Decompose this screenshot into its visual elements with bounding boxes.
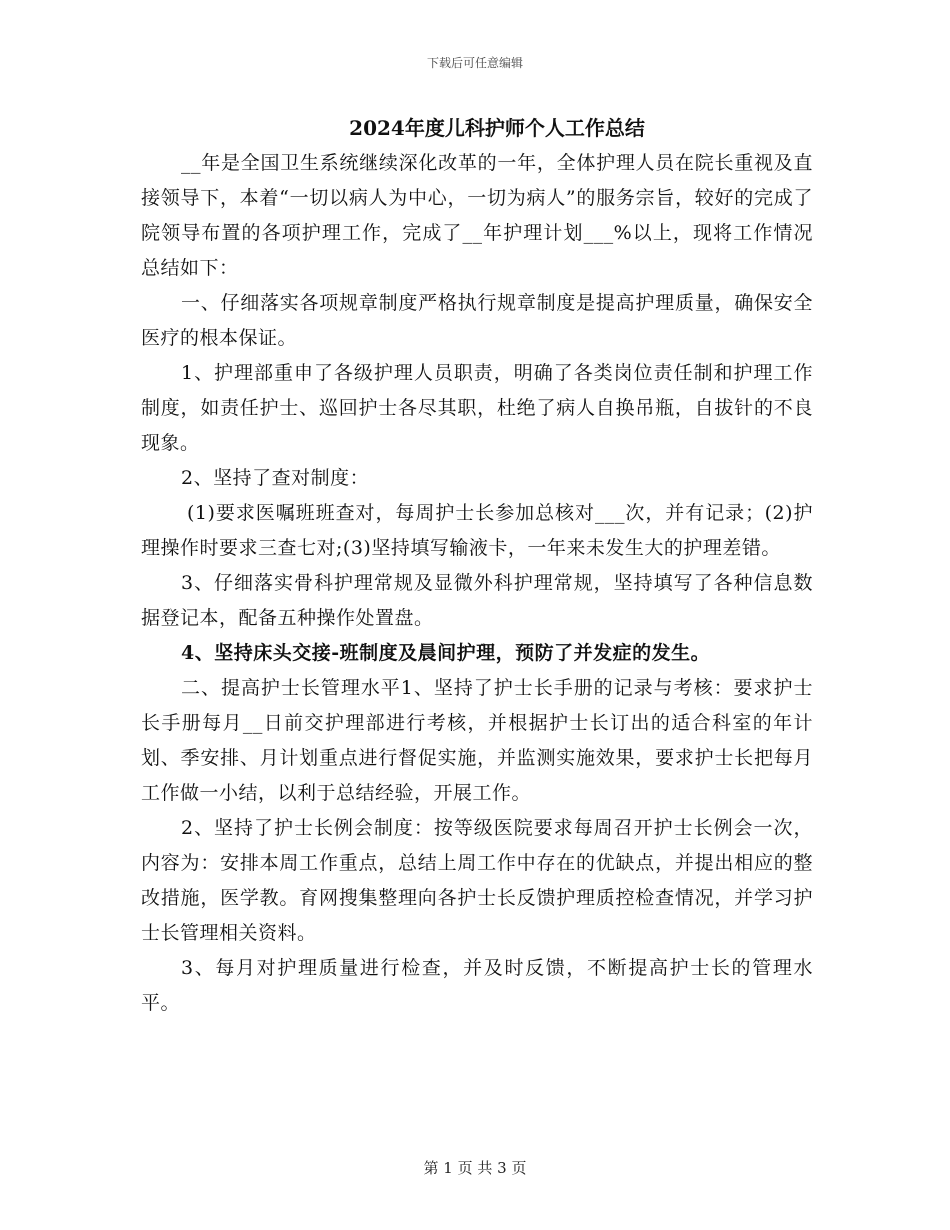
paragraph-section-1: 一、仔细落实各项规章制度严格执行规章制度是提高护理质量，确保安全医疗的根本保证。: [141, 292, 813, 349]
page-number: 第 1 页 共 3 页: [423, 1159, 527, 1177]
paragraph-intro: __年是全国卫生系统继续深化改革的一年，全体护理人员在院长重视及直接领导下，本着“一切以病人为中心，一切为病人”的服务宗旨，较好的完成了院领导布置的各项护理工作，完成了__年护理计划___%以上，现将工作情况总结如下：: [141, 152, 813, 279]
document-body: [141, 110, 813, 1021]
paragraph-section-2-item-3: 3、每月对护理质量进行检查，并及时反馈，不断提高护士长的管理水平。: [141, 957, 813, 1014]
paragraph-item-2-details: (1)要求医嘱班班查对，每周护士长参加总核对___次，并有记录；(2)护理操作时要求三查七对;(3)坚持填写输液卡，一年来未发生大的护理差错。: [141, 502, 813, 559]
header-note: 下载后可任意编辑: [426, 56, 523, 70]
paragraph-section-2-item-2: 2、坚持了护士长例会制度：按等级医院要求每周召开护士长例会一次，内容为：安排本周工作重点，总结上周工作中存在的优缺点，并提出相应的整改措施，医学教。育网搜集整理向各护士长反馈护理质控检查情况，并学习护士长管理相关资料。: [141, 817, 813, 944]
paragraph-item-1: 1、护理部重申了各级护理人员职责，明确了各类岗位责任制和护理工作制度，如责任护士、巡回护士各尽其职，杜绝了病人自换吊瓶，自拔针的不良现象。: [141, 362, 813, 454]
paragraph-item-4: 4、坚持床头交接-班制度及晨间护理，预防了并发症的发生。: [181, 642, 711, 664]
paragraph-section-2: 二、提高护士长管理水平1、坚持了护士长手册的记录与考核：要求护士长手册每月__日前交护理部进行考核，并根据护士长订出的适合科室的年计划、季安排、月计划重点进行督促实施，并监测实施效果，要求护士长把每月工作做一小结，以利于总结经验，开展工作。: [141, 677, 813, 804]
document-title: 2024年度儿科护师个人工作总结: [349, 116, 645, 140]
paragraph-item-3: 3、仔细落实骨科护理常规及显微外科护理常规，坚持填写了各种信息数据登记本，配备五种操作处置盘。: [141, 572, 813, 629]
paragraph-item-2: 2、坚持了查对制度：: [181, 467, 370, 489]
